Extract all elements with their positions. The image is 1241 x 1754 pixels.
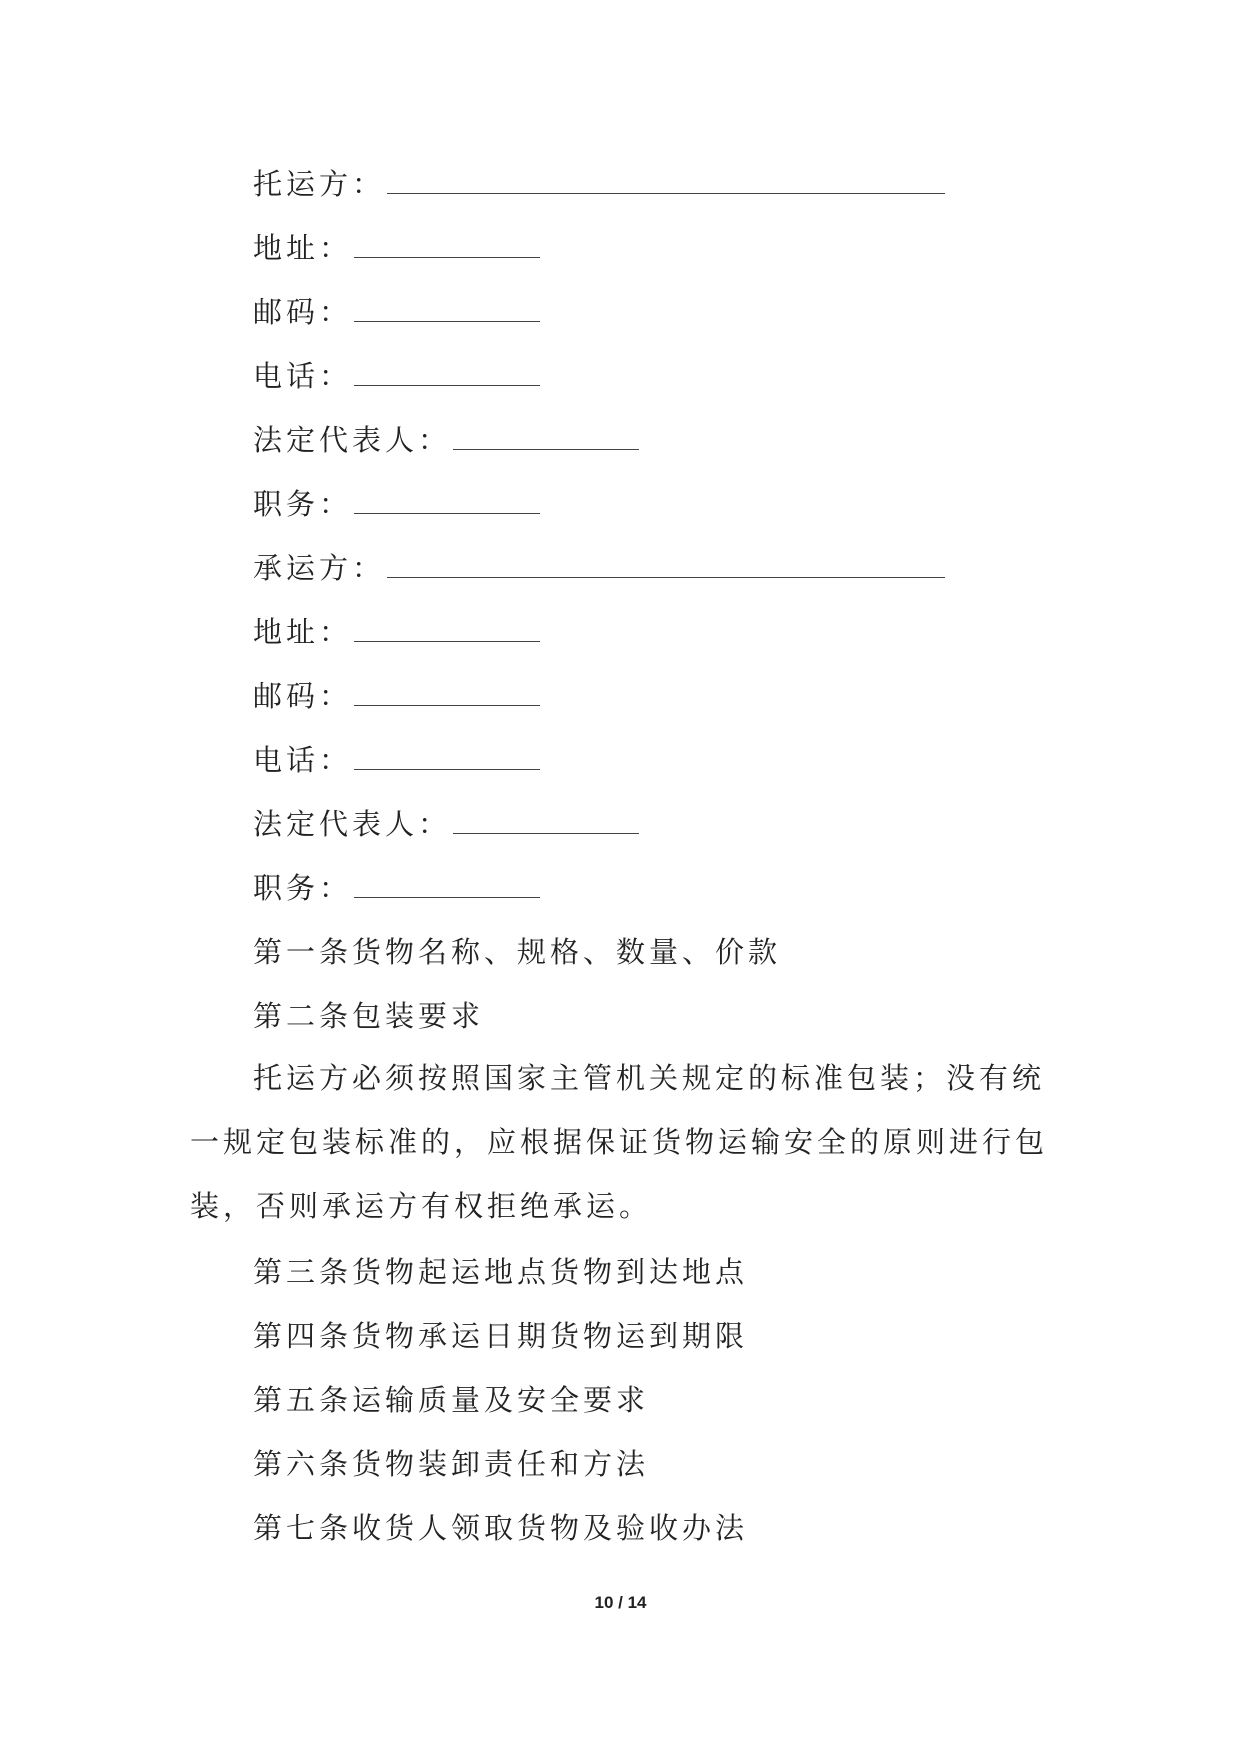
carrier-legal-rep-label: 法定代表人： xyxy=(253,807,452,841)
article-4-heading: 第四条货物承运日期货物运到期限 xyxy=(253,1319,749,1353)
article-3-heading: 第三条货物起运地点货物到达地点 xyxy=(253,1255,749,1289)
carrier-address-blank[interactable] xyxy=(354,621,540,642)
carrier-phone-line xyxy=(253,742,540,778)
shipper-label: 托运方： xyxy=(253,167,386,201)
carrier-postcode-line xyxy=(253,678,540,714)
article-1-heading: 第一条货物名称、规格、数量、价款 xyxy=(253,935,782,969)
article-2-heading: 第二条包装要求 xyxy=(253,999,485,1033)
carrier-position-blank[interactable] xyxy=(354,877,540,898)
page-number: 10 / 14 xyxy=(594,1593,647,1612)
carrier-address-line xyxy=(253,614,540,650)
shipper-postcode-label: 邮码： xyxy=(253,295,353,329)
carrier-position-line xyxy=(253,870,540,906)
carrier-legal-rep-blank[interactable] xyxy=(453,813,639,834)
shipper-position-line xyxy=(253,486,540,522)
shipper-legal-rep-label: 法定代表人： xyxy=(253,423,452,457)
carrier-blank[interactable] xyxy=(387,557,945,578)
shipper-phone-label: 电话： xyxy=(253,359,353,393)
shipper-blank[interactable] xyxy=(387,173,945,194)
carrier-position-label: 职务： xyxy=(253,871,353,905)
carrier-legal-rep-line xyxy=(253,806,639,842)
shipper-postcode-line xyxy=(253,294,540,330)
shipper-line xyxy=(253,166,945,202)
shipper-phone-blank[interactable] xyxy=(354,365,540,386)
carrier-label: 承运方： xyxy=(253,551,386,585)
shipper-legal-rep-blank[interactable] xyxy=(453,429,639,450)
carrier-phone-blank[interactable] xyxy=(354,749,540,770)
article-2-body: 托运方必须按照国家主管机关规定的标准包装；没有统一规定包装标准的，应根据保证货物运输安全的原则进行包装，否则承运方有权拒绝承运。 xyxy=(190,1061,1049,1223)
shipper-address-label: 地址： xyxy=(253,231,353,265)
carrier-postcode-label: 邮码： xyxy=(253,679,353,713)
shipper-address-blank[interactable] xyxy=(354,237,540,258)
carrier-line xyxy=(253,550,945,586)
shipper-postcode-blank[interactable] xyxy=(354,301,540,322)
shipper-address-line xyxy=(253,230,540,266)
shipper-legal-rep-line xyxy=(253,422,639,458)
article-6-heading: 第六条货物装卸责任和方法 xyxy=(253,1447,650,1481)
shipper-position-blank[interactable] xyxy=(354,493,540,514)
shipper-position-label: 职务： xyxy=(253,487,353,521)
article-5-heading: 第五条运输质量及安全要求 xyxy=(253,1383,650,1417)
article-7-heading: 第七条收货人领取货物及验收办法 xyxy=(253,1511,749,1545)
carrier-postcode-blank[interactable] xyxy=(354,685,540,706)
shipper-phone-line xyxy=(253,358,540,394)
carrier-address-label: 地址： xyxy=(253,615,353,649)
carrier-phone-label: 电话： xyxy=(253,743,353,777)
